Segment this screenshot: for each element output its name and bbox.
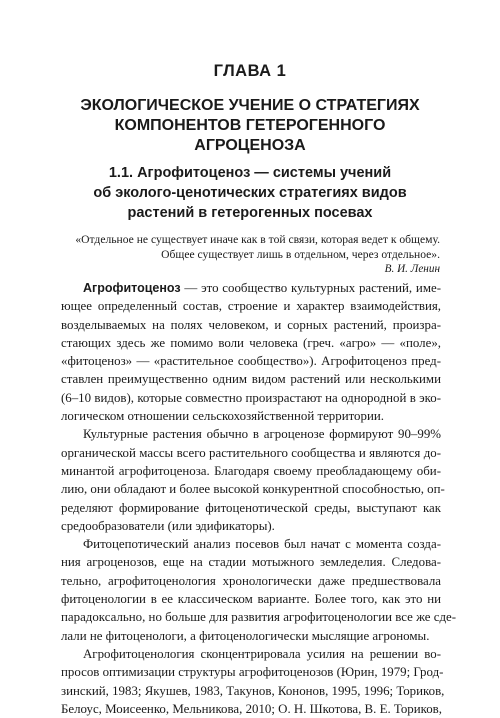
paragraph-line: ставлен преимущественно одним видом растений или несколькими (61, 372, 441, 387)
epigraph-line: Общее существует лишь в отдельном, через отдельное». (161, 248, 440, 261)
section-heading-line: 1.1. Агрофитоценоз — системы учений (108, 165, 392, 181)
section-heading-line: растений в гетерогенных посевах (127, 205, 373, 221)
paragraph-line: ющее определенный состав, строение и характер взаимодействия, (61, 299, 441, 314)
paragraph-line: Культурные растения обычно в агроценозе формируют 90–99% (83, 427, 441, 442)
paragraph-line: минантой агрофитоценоза. Благодаря своему преобладающему оби- (61, 463, 441, 478)
paragraph-line: фитоценологии в ее классическом варианте. Более того, как это ни (61, 592, 441, 607)
chapter-title-line: АГРОЦЕНОЗА (194, 137, 306, 154)
paragraph-line: ределяют формирование фитоценотической среды, выступают как (61, 500, 441, 515)
chapter-title (40, 96, 460, 156)
paragraph-line: ния агроценозов, еще на стадии мотыжного земледелия. Следова- (61, 555, 441, 570)
paragraph-line: Белоус, Моисеенко, Мельникова, 2010; О. Н. Шкотова, В. Е. Ториков, (61, 701, 442, 716)
chapter-heading: ГЛАВА 1 (213, 62, 287, 80)
section-heading (60, 163, 440, 223)
paragraph-line (61, 279, 441, 297)
section-heading-line: об эколого-ценотических стратегиях видов (93, 185, 407, 201)
defined-term: Агрофитоценоз (83, 281, 181, 295)
paragraph-line: лию, они обладают и более высокой конкурентной способностью, оп- (61, 482, 445, 497)
chapter-title-line: ЭКОЛОГИЧЕСКОЕ УЧЕНИЕ О СТРАТЕГИЯХ (80, 97, 420, 114)
paragraph (61, 279, 441, 425)
paragraph-line: (6–10 видов), которые совместно произрастают на однородной в эко- (61, 390, 441, 405)
paragraph-line: парадоксально, но больше для развития агрофитоценологии все же сде- (61, 610, 457, 625)
body-text (61, 279, 457, 718)
paragraph-line: «фитоценоз» — «растительное сообщество»). Агрофитоценоз пред- (61, 354, 441, 369)
paragraph-line: логическом отношении сельскохозяйственной территории. (61, 409, 384, 424)
paragraph-line: Фитоцепотический анализ посевов был начат с момента созда- (83, 537, 441, 552)
paragraph-line: просов оптимизации структуры агрофитоценозов (Юрин, 1979; Грод- (61, 665, 444, 680)
paragraph-line: возделываемых на полях человеком, и сорных растений, произра- (61, 317, 441, 332)
paragraph-line: средообразователи (или эдификаторы). (61, 518, 275, 533)
paragraph-line: лали не фитоценологи, а фитоценологически мыслящие агрономы. (61, 628, 430, 643)
paragraph (61, 425, 445, 535)
paragraph-line: стающих здесь же помимо воли человека (греч. «агро» — «поле», (61, 335, 441, 350)
epigraph-line: «Отдельное не существует иначе как в той связи, которая ведет к общему. (75, 233, 440, 246)
paragraph-line: органической массы всего растительного сообщества и являются до- (61, 445, 441, 460)
epigraph (60, 232, 440, 262)
chapter-title-line: КОМПОНЕНТОВ ГЕТЕРОГЕННОГО (114, 117, 386, 134)
paragraph-line: тельно, агрофитоценология хронологически даже предшествовала (61, 573, 441, 588)
paragraph-line: Агрофитоценология сконцентрировала усилия на решении во- (83, 646, 441, 661)
paragraph (61, 645, 445, 718)
epigraph-author: В. И. Ленин (384, 263, 440, 275)
paragraph (61, 535, 457, 645)
paragraph-line: зинский, 1983; Якушев, 1983, Такунов, Кононов, 1995, 1996; Ториков, (61, 683, 445, 698)
paragraph-line-text: — это сообщество культурных растений, име- (180, 281, 441, 295)
